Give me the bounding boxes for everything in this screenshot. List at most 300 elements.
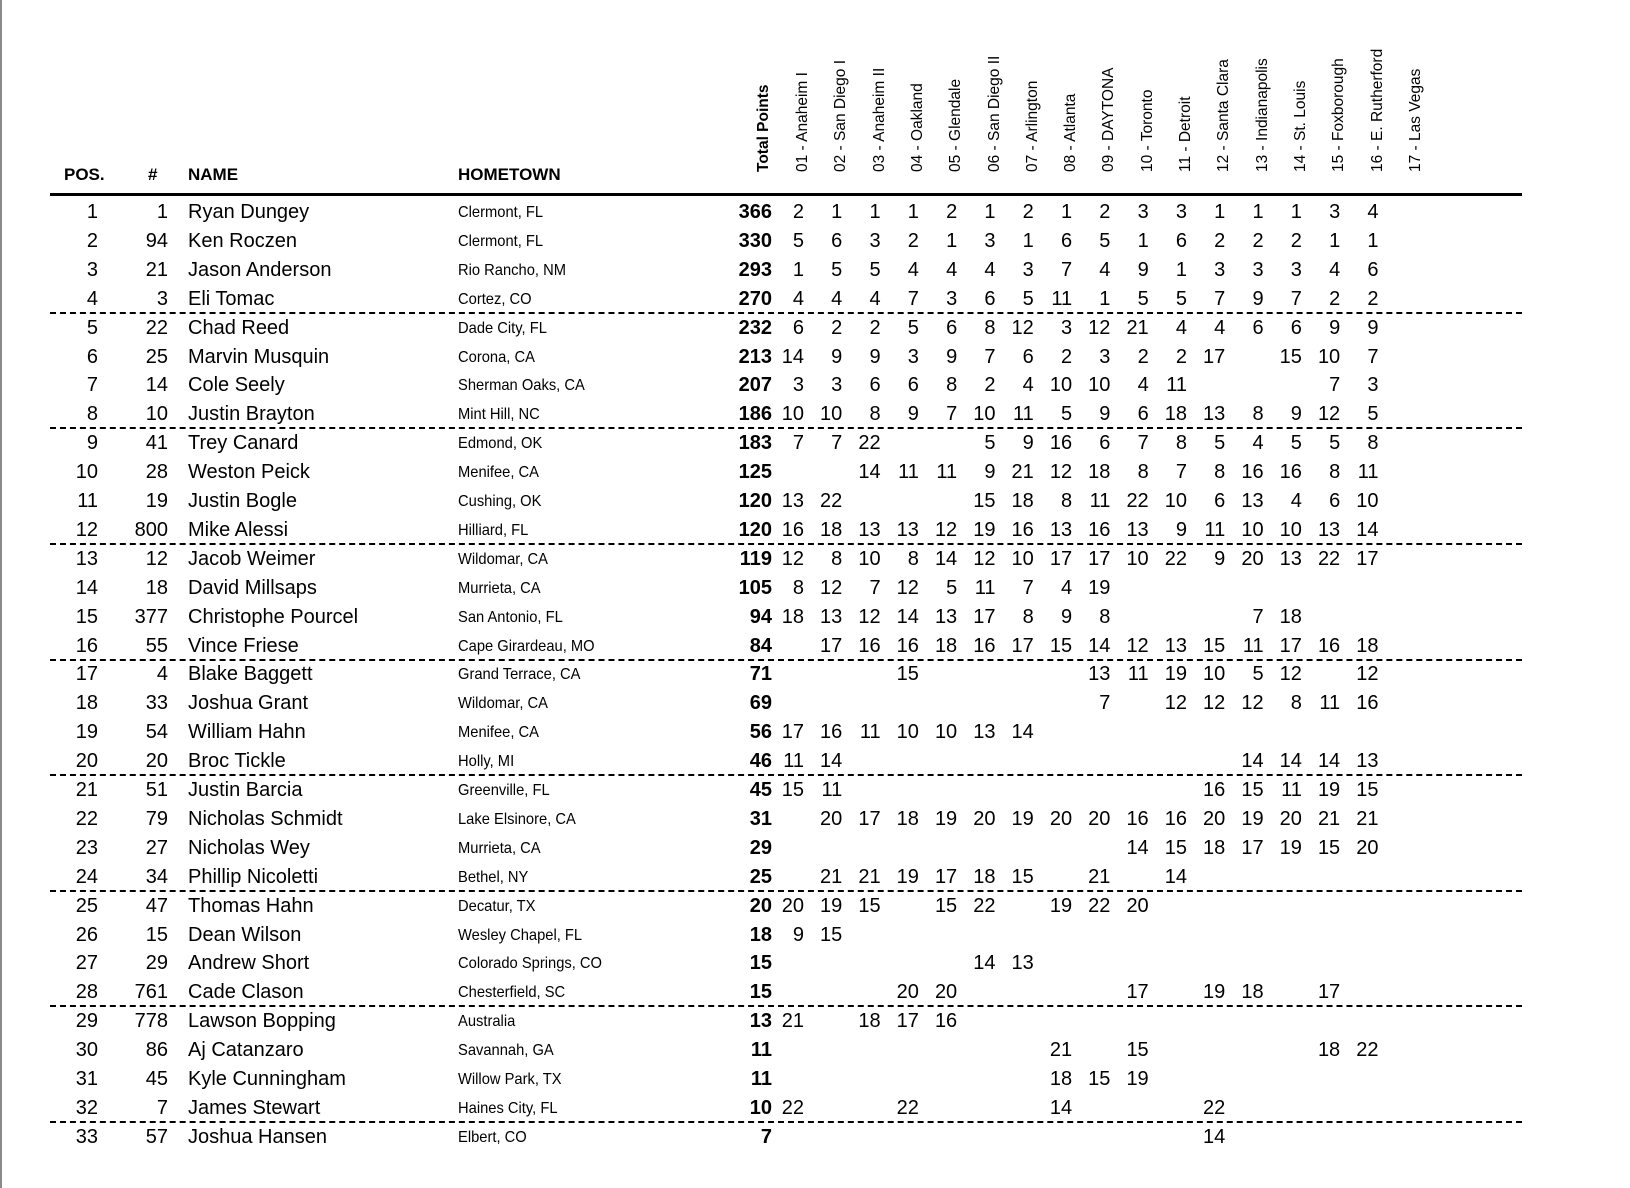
round-result: 20 (934, 981, 958, 1004)
round-result: 21 (1088, 865, 1111, 888)
rider-number: 25 (145, 345, 168, 368)
round-result: 1 (1367, 229, 1379, 252)
round-result: 8 (1175, 432, 1187, 455)
round-result: 6 (869, 374, 881, 397)
rider-hometown: Hilliard, FL (458, 521, 529, 539)
round-result: 12 (820, 576, 843, 599)
round-result: 4 (1099, 258, 1111, 281)
round-result: 6 (1252, 316, 1264, 339)
round-result: 9 (1099, 403, 1111, 426)
round-result: 10 (896, 721, 919, 744)
rider-name: Kyle Cunningham (188, 1068, 346, 1090)
round-result: 1 (1252, 201, 1264, 223)
table-row (0, 776, 1630, 805)
round-result: 20 (1241, 547, 1264, 570)
rider-hometown: Haines City, FL (458, 1099, 558, 1117)
rider-number: 34 (145, 865, 168, 888)
rider-name: Eli Tomac (188, 287, 275, 310)
rider-hometown: Colorado Springs, CO (458, 955, 602, 973)
rider-position: 17 (75, 663, 98, 686)
round-result: 4 (1022, 374, 1034, 397)
round-header: 03 - Anaheim II (870, 67, 888, 172)
round-result: 17 (1356, 547, 1379, 570)
round-result: 16 (1279, 461, 1302, 484)
rider-hometown: Decatur, TX (458, 897, 536, 915)
round-result: 19 (973, 518, 996, 541)
round-result: 9 (1252, 287, 1264, 310)
round-result: 13 (1049, 518, 1073, 541)
round-result: 17 (1126, 981, 1149, 1004)
round-result: 2 (1175, 345, 1187, 368)
rider-name: James Stewart (188, 1096, 321, 1119)
round-result: 12 (781, 547, 804, 570)
table-row (0, 718, 1630, 747)
round-result: 7 (1175, 461, 1187, 484)
round-result: 2 (946, 201, 958, 223)
round-result: 15 (858, 894, 881, 917)
rider-hometown: Wildomar, CA (458, 550, 548, 568)
round-result: 19 (1049, 894, 1073, 917)
table-row (0, 632, 1630, 661)
rider-name: Trey Canard (188, 432, 299, 455)
round-result: 12 (858, 605, 881, 628)
round-result: 10 (1279, 518, 1302, 541)
rider-position: 18 (75, 692, 98, 715)
rider-hometown: Australia (458, 1013, 516, 1031)
rider-number: 18 (145, 576, 168, 599)
round-result: 16 (1356, 692, 1379, 715)
round-result: 10 (1088, 374, 1111, 397)
round-result: 20 (820, 807, 843, 830)
round-result: 19 (934, 807, 958, 830)
round-result: 18 (1241, 981, 1264, 1004)
round-result: 6 (984, 287, 996, 310)
round-result: 4 (1252, 432, 1264, 455)
round-result: 17 (781, 721, 804, 744)
table-row (0, 285, 1630, 314)
round-result: 20 (1049, 807, 1073, 830)
round-result: 16 (1088, 518, 1111, 541)
round-result: 12 (1203, 692, 1226, 715)
round-result: 2 (1137, 345, 1149, 368)
table-row (0, 256, 1630, 285)
round-result: 22 (1356, 1039, 1379, 1062)
rider-number: 57 (145, 1125, 168, 1148)
rider-name: Lawson Bopping (188, 1010, 336, 1033)
round-result: 7 (946, 403, 958, 426)
round-result: 22 (1088, 894, 1111, 917)
round-result: 21 (1049, 1039, 1073, 1062)
rider-position: 14 (75, 576, 98, 599)
round-result: 19 (1126, 1068, 1149, 1090)
table-row (0, 921, 1630, 950)
rider-position: 3 (86, 258, 98, 281)
round-result: 6 (1099, 432, 1111, 455)
rider-total-points: 25 (749, 865, 772, 888)
table-row (0, 227, 1630, 256)
rider-total-points: 120 (738, 518, 772, 541)
round-result: 11 (1281, 779, 1302, 801)
round-result: 11 (1204, 518, 1226, 541)
round-result: 14 (1126, 836, 1149, 859)
round-result: 16 (1241, 461, 1264, 484)
round-result: 5 (1290, 432, 1302, 455)
round-result: 14 (858, 461, 881, 484)
round-result: 5 (984, 432, 996, 455)
round-result: 21 (1317, 807, 1341, 830)
round-result: 11 (936, 461, 958, 484)
round-result: 7 (984, 345, 996, 368)
round-result: 10 (1049, 374, 1073, 397)
rider-name: Cole Seely (188, 374, 285, 397)
round-result: 14 (1203, 1125, 1226, 1148)
round-result: 15 (1049, 634, 1073, 657)
round-result: 15 (934, 894, 958, 917)
round-result: 13 (1241, 490, 1264, 512)
header-name: NAME (188, 165, 239, 184)
table-row (0, 574, 1630, 603)
round-result: 8 (1252, 403, 1264, 426)
rider-number: 28 (145, 461, 168, 484)
round-result: 9 (1022, 432, 1034, 455)
rider-number: 22 (145, 316, 168, 339)
round-result: 20 (973, 807, 996, 830)
round-result: 3 (907, 345, 919, 368)
round-result: 7 (1022, 576, 1034, 599)
round-result: 7 (1137, 432, 1149, 455)
rider-hometown: Greenville, FL (458, 782, 550, 799)
round-result: 21 (858, 865, 881, 888)
rider-number: 27 (145, 836, 168, 859)
table-row (0, 1094, 1630, 1123)
round-header: 04 - Oakland (908, 83, 926, 172)
rider-number: 377 (134, 605, 168, 628)
round-result: 15 (820, 923, 843, 946)
round-result: 16 (896, 634, 919, 657)
round-result: 3 (1329, 201, 1341, 223)
round-result: 18 (1011, 490, 1034, 512)
round-result: 14 (1356, 518, 1379, 541)
round-result: 20 (781, 894, 804, 917)
round-result: 3 (1137, 201, 1149, 223)
rider-name: Thomas Hahn (188, 894, 314, 917)
round-result: 15 (896, 663, 919, 686)
round-result: 12 (1164, 692, 1187, 715)
round-result: 12 (1317, 403, 1341, 426)
rider-total-points: 213 (738, 345, 772, 368)
round-result: 9 (1367, 316, 1379, 339)
round-header: 06 - San Diego II (985, 55, 1003, 172)
rider-name: Justin Brayton (188, 403, 315, 426)
round-result: 13 (1164, 634, 1187, 657)
rider-hometown: Chesterfield, SC (458, 984, 566, 1002)
header-hometown: HOMETOWN (458, 165, 561, 184)
rider-hometown: Sherman Oaks, CA (458, 377, 585, 395)
rider-total-points: 366 (738, 201, 772, 223)
round-result: 4 (907, 258, 919, 281)
rider-position: 9 (86, 432, 98, 455)
round-result: 10 (1126, 547, 1149, 570)
round-result: 11 (1089, 490, 1111, 512)
rider-name: Nicholas Schmidt (188, 807, 343, 830)
rider-name: Mike Alessi (188, 518, 289, 541)
round-result: 6 (831, 229, 843, 252)
round-result: 8 (1329, 461, 1341, 484)
round-result: 1 (1137, 229, 1149, 252)
round-result: 12 (1011, 316, 1034, 339)
round-result: 14 (1279, 750, 1302, 773)
round-result: 8 (1367, 432, 1379, 455)
rider-hometown: Mint Hill, NC (458, 406, 540, 424)
round-result: 17 (820, 634, 843, 657)
round-result: 14 (781, 345, 804, 368)
rider-position: 7 (86, 374, 98, 397)
round-result: 22 (858, 432, 881, 455)
rider-name: Justin Barcia (188, 779, 303, 801)
round-header: 08 - Atlanta (1062, 93, 1080, 172)
round-result: 18 (896, 807, 919, 830)
round-result: 13 (1279, 547, 1302, 570)
round-result: 6 (907, 374, 919, 397)
table-row (0, 660, 1630, 689)
round-header: 15 - Foxborough (1330, 58, 1348, 172)
round-result: 4 (984, 258, 996, 281)
rider-hometown: Grand Terrace, CA (458, 666, 581, 684)
round-result: 13 (973, 721, 996, 744)
round-result: 12 (934, 518, 958, 541)
round-result: 6 (1290, 316, 1302, 339)
round-result: 9 (946, 345, 958, 368)
round-result: 1 (869, 201, 881, 223)
round-result: 18 (781, 605, 804, 628)
round-result: 19 (1241, 807, 1264, 830)
rider-position: 23 (75, 836, 98, 859)
round-result: 16 (1164, 807, 1187, 830)
round-result: 1 (1175, 258, 1187, 281)
table-row (0, 805, 1630, 834)
rider-total-points: 125 (738, 461, 772, 484)
round-result: 4 (831, 287, 843, 310)
rider-number: 14 (145, 374, 168, 397)
round-result: 8 (1022, 605, 1034, 628)
round-result: 22 (1126, 490, 1149, 512)
round-result: 1 (1060, 201, 1073, 223)
round-result: 14 (1317, 750, 1341, 773)
round-result: 9 (1329, 316, 1341, 339)
round-result: 9 (1214, 547, 1226, 570)
header-total-points: Total Points (755, 84, 772, 172)
rider-hometown: Wildomar, CA (458, 695, 548, 713)
rider-total-points: 186 (738, 403, 772, 426)
round-result: 9 (984, 461, 996, 484)
table-row (0, 487, 1630, 516)
round-header: 13 - Indianapolis (1253, 58, 1271, 172)
round-result: 17 (896, 1010, 919, 1033)
round-result: 7 (792, 432, 804, 455)
rider-total-points: 46 (749, 750, 772, 773)
round-result: 16 (858, 634, 881, 657)
round-result: 3 (869, 229, 881, 252)
round-result: 10 (1317, 345, 1341, 368)
round-result: 8 (869, 403, 881, 426)
rider-hometown: Lake Elsinore, CA (458, 810, 576, 828)
rider-total-points: 15 (749, 952, 772, 975)
round-header: 14 - St. Louis (1291, 80, 1309, 172)
round-result: 8 (1214, 461, 1226, 484)
rider-total-points: 94 (749, 605, 772, 628)
round-result: 2 (1060, 345, 1073, 368)
rider-name: Blake Baggett (188, 663, 313, 686)
rider-name: Justin Bogle (188, 490, 297, 512)
round-result: 2 (831, 316, 843, 339)
round-result: 9 (869, 345, 881, 368)
rider-position: 10 (75, 461, 98, 484)
round-result: 2 (1214, 229, 1226, 252)
round-result: 12 (1279, 663, 1302, 686)
rider-name: William Hahn (188, 721, 306, 744)
round-result: 10 (1356, 490, 1379, 512)
round-result: 11 (1319, 692, 1341, 715)
rider-name: Andrew Short (188, 952, 310, 975)
rider-hometown: Savannah, GA (458, 1042, 554, 1060)
round-result: 22 (1164, 547, 1187, 570)
round-result: 6 (1214, 490, 1226, 512)
rider-position: 21 (75, 779, 98, 801)
rider-total-points: 11 (750, 1039, 772, 1062)
round-result: 18 (1279, 605, 1302, 628)
round-result: 9 (792, 923, 804, 946)
round-result: 10 (781, 403, 804, 426)
rider-hometown: Murrieta, CA (458, 839, 541, 857)
rider-number: 45 (145, 1068, 168, 1090)
round-result: 5 (1329, 432, 1341, 455)
rider-position: 26 (75, 923, 98, 946)
rider-number: 778 (134, 1010, 168, 1033)
round-result: 9 (1175, 518, 1187, 541)
round-result: 11 (1127, 663, 1149, 686)
round-result: 2 (907, 229, 919, 252)
round-result: 18 (1356, 634, 1379, 657)
rider-position: 25 (75, 894, 98, 917)
table-row (0, 863, 1630, 892)
round-result: 1 (831, 201, 843, 223)
rider-hometown: Dade City, FL (458, 319, 547, 337)
round-result: 2 (984, 374, 996, 397)
round-result: 6 (946, 316, 958, 339)
round-result: 7 (1329, 374, 1341, 397)
round-header: 10 - Toronto (1138, 89, 1156, 172)
round-result: 17 (1241, 836, 1264, 859)
round-result: 15 (1164, 836, 1187, 859)
round-result: 1 (792, 258, 804, 281)
header-pos: POS. (64, 165, 105, 184)
rider-position: 29 (75, 1010, 98, 1033)
rider-number: 33 (145, 692, 168, 715)
rider-position: 13 (75, 547, 98, 570)
round-result: 16 (820, 721, 843, 744)
round-result: 19 (1203, 981, 1226, 1004)
round-result: 5 (792, 229, 804, 252)
round-result: 20 (1126, 894, 1149, 917)
round-header: 12 - Santa Clara (1215, 59, 1233, 172)
rider-name: Vince Friese (188, 634, 299, 657)
round-result: 10 (1011, 547, 1034, 570)
round-result: 14 (934, 547, 958, 570)
rider-position: 31 (75, 1068, 98, 1090)
rider-position: 24 (75, 865, 98, 888)
round-result: 20 (896, 981, 919, 1004)
round-result: 5 (869, 258, 881, 281)
round-result: 8 (1060, 490, 1073, 512)
table-row (0, 198, 1630, 227)
round-result: 17 (1203, 345, 1226, 368)
round-result: 13 (1088, 663, 1111, 686)
round-result: 4 (869, 287, 881, 310)
round-result: 6 (1367, 258, 1379, 281)
table-row (0, 603, 1630, 632)
round-result: 19 (1279, 836, 1302, 859)
rider-name: David Millsaps (188, 576, 317, 599)
round-result: 11 (821, 779, 843, 801)
round-result: 11 (783, 750, 804, 773)
rider-position: 20 (75, 750, 98, 773)
round-result: 5 (1022, 287, 1034, 310)
round-result: 17 (1011, 634, 1034, 657)
table-row (0, 314, 1630, 343)
rider-hometown: Cushing, OK (458, 493, 542, 510)
rider-hometown: Elbert, CO (458, 1128, 527, 1146)
round-result: 14 (896, 605, 919, 628)
round-result: 6 (1137, 403, 1149, 426)
rider-total-points: 7 (760, 1125, 772, 1148)
round-result: 13 (820, 605, 843, 628)
round-result: 3 (1290, 258, 1302, 281)
round-result: 9 (1290, 403, 1302, 426)
round-result: 22 (1317, 547, 1341, 570)
round-result: 4 (1137, 374, 1149, 397)
round-result: 3 (1252, 258, 1264, 281)
round-result: 5 (1175, 287, 1187, 310)
round-result: 14 (820, 750, 843, 773)
round-result: 20 (1279, 807, 1302, 830)
table-row (0, 1036, 1630, 1065)
table-row (0, 343, 1630, 372)
rider-total-points: 71 (749, 663, 772, 686)
round-result: 4 (946, 258, 958, 281)
rider-hometown: Murrieta, CA (458, 579, 541, 597)
rider-name: Aj Catanzaro (188, 1039, 304, 1062)
rider-position: 11 (77, 490, 98, 512)
round-result: 9 (831, 345, 843, 368)
rider-name: Marvin Musquin (188, 345, 330, 368)
round-result: 13 (896, 518, 919, 541)
round-result: 15 (1279, 345, 1302, 368)
round-result: 8 (1099, 605, 1111, 628)
rider-name: Ryan Dungey (188, 201, 310, 223)
round-result: 9 (907, 403, 919, 426)
rider-total-points: 13 (749, 1010, 772, 1033)
round-result: 15 (1203, 634, 1226, 657)
rider-hometown: Menifee, CA (458, 724, 540, 742)
round-result: 22 (820, 490, 843, 512)
round-header: 11 - Detroit (1177, 96, 1194, 172)
round-result: 10 (820, 403, 843, 426)
rider-name: Weston Peick (188, 461, 310, 484)
rider-total-points: 45 (749, 779, 772, 801)
rider-number: 800 (134, 518, 168, 541)
round-result: 7 (1367, 345, 1379, 368)
round-result: 4 (792, 287, 804, 310)
